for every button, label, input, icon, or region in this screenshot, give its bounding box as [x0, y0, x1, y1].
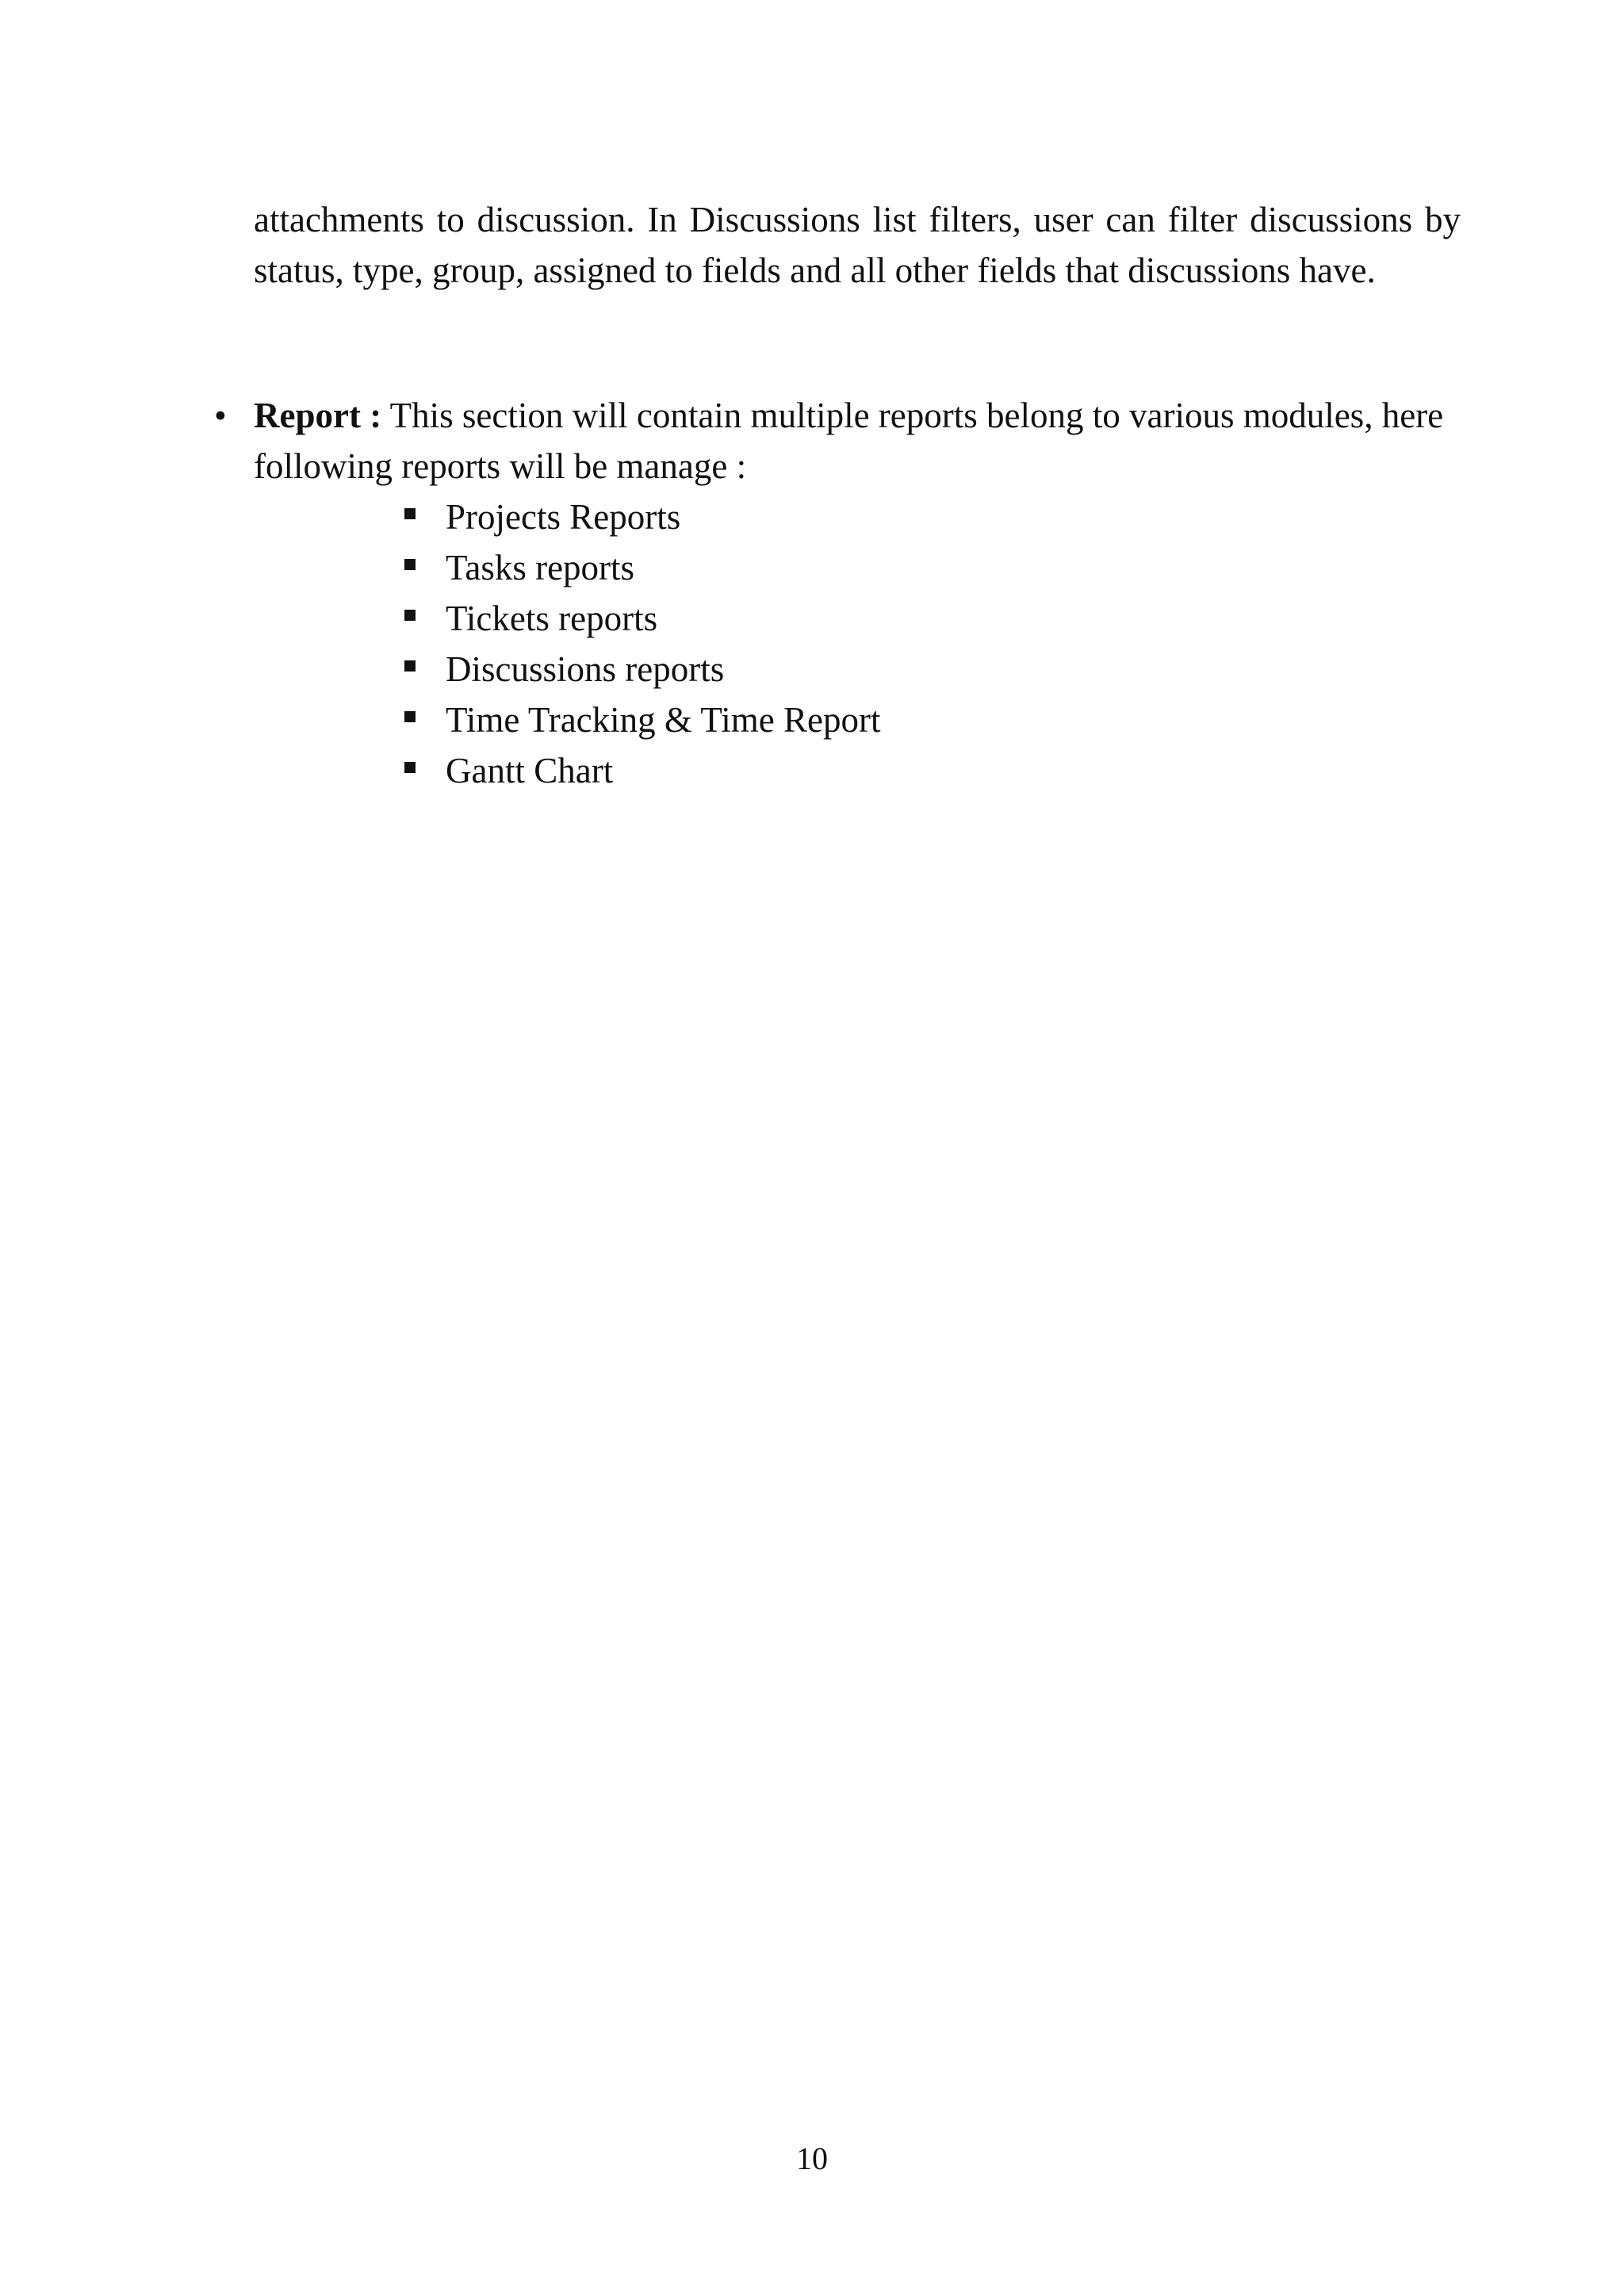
report-bullet: [214, 390, 1461, 796]
list-item: [404, 492, 1461, 542]
continued-paragraph: attachments to discussion. In Discussions list filters, user can filter discussions by status, type, group, assigned to fields and all other fields that discussions have.: [254, 200, 1461, 290]
list-item: [404, 745, 1461, 796]
page-number: 10: [796, 2141, 828, 2176]
report-label: Report :: [254, 396, 382, 435]
report-description: This section will contain multiple reports belong to various modules, here following reports will be manage :: [254, 396, 1444, 486]
list-item-label: Time Tracking & Time Report: [446, 700, 881, 740]
square-bullet-icon: [404, 762, 416, 773]
list-item-label: Tickets reports: [446, 599, 658, 638]
bullet-icon: •: [214, 396, 227, 435]
list-item: [404, 542, 1461, 593]
list-item-label: Gantt Chart: [446, 751, 614, 790]
list-item-label: Tasks reports: [446, 548, 635, 587]
list-item: [404, 644, 1461, 695]
report-list: [404, 492, 1461, 796]
list-item: [404, 695, 1461, 745]
report-bullet-content: [254, 390, 1461, 492]
square-bullet-icon: [404, 660, 416, 672]
square-bullet-icon: [404, 610, 416, 621]
report-bullet-row: [214, 390, 1461, 492]
list-item: [404, 593, 1461, 644]
square-bullet-icon: [404, 508, 416, 519]
square-bullet-icon: [404, 559, 416, 570]
square-bullet-icon: [404, 711, 416, 722]
list-item-label: Projects Reports: [446, 497, 681, 537]
list-item-label: Discussions reports: [446, 649, 725, 689]
